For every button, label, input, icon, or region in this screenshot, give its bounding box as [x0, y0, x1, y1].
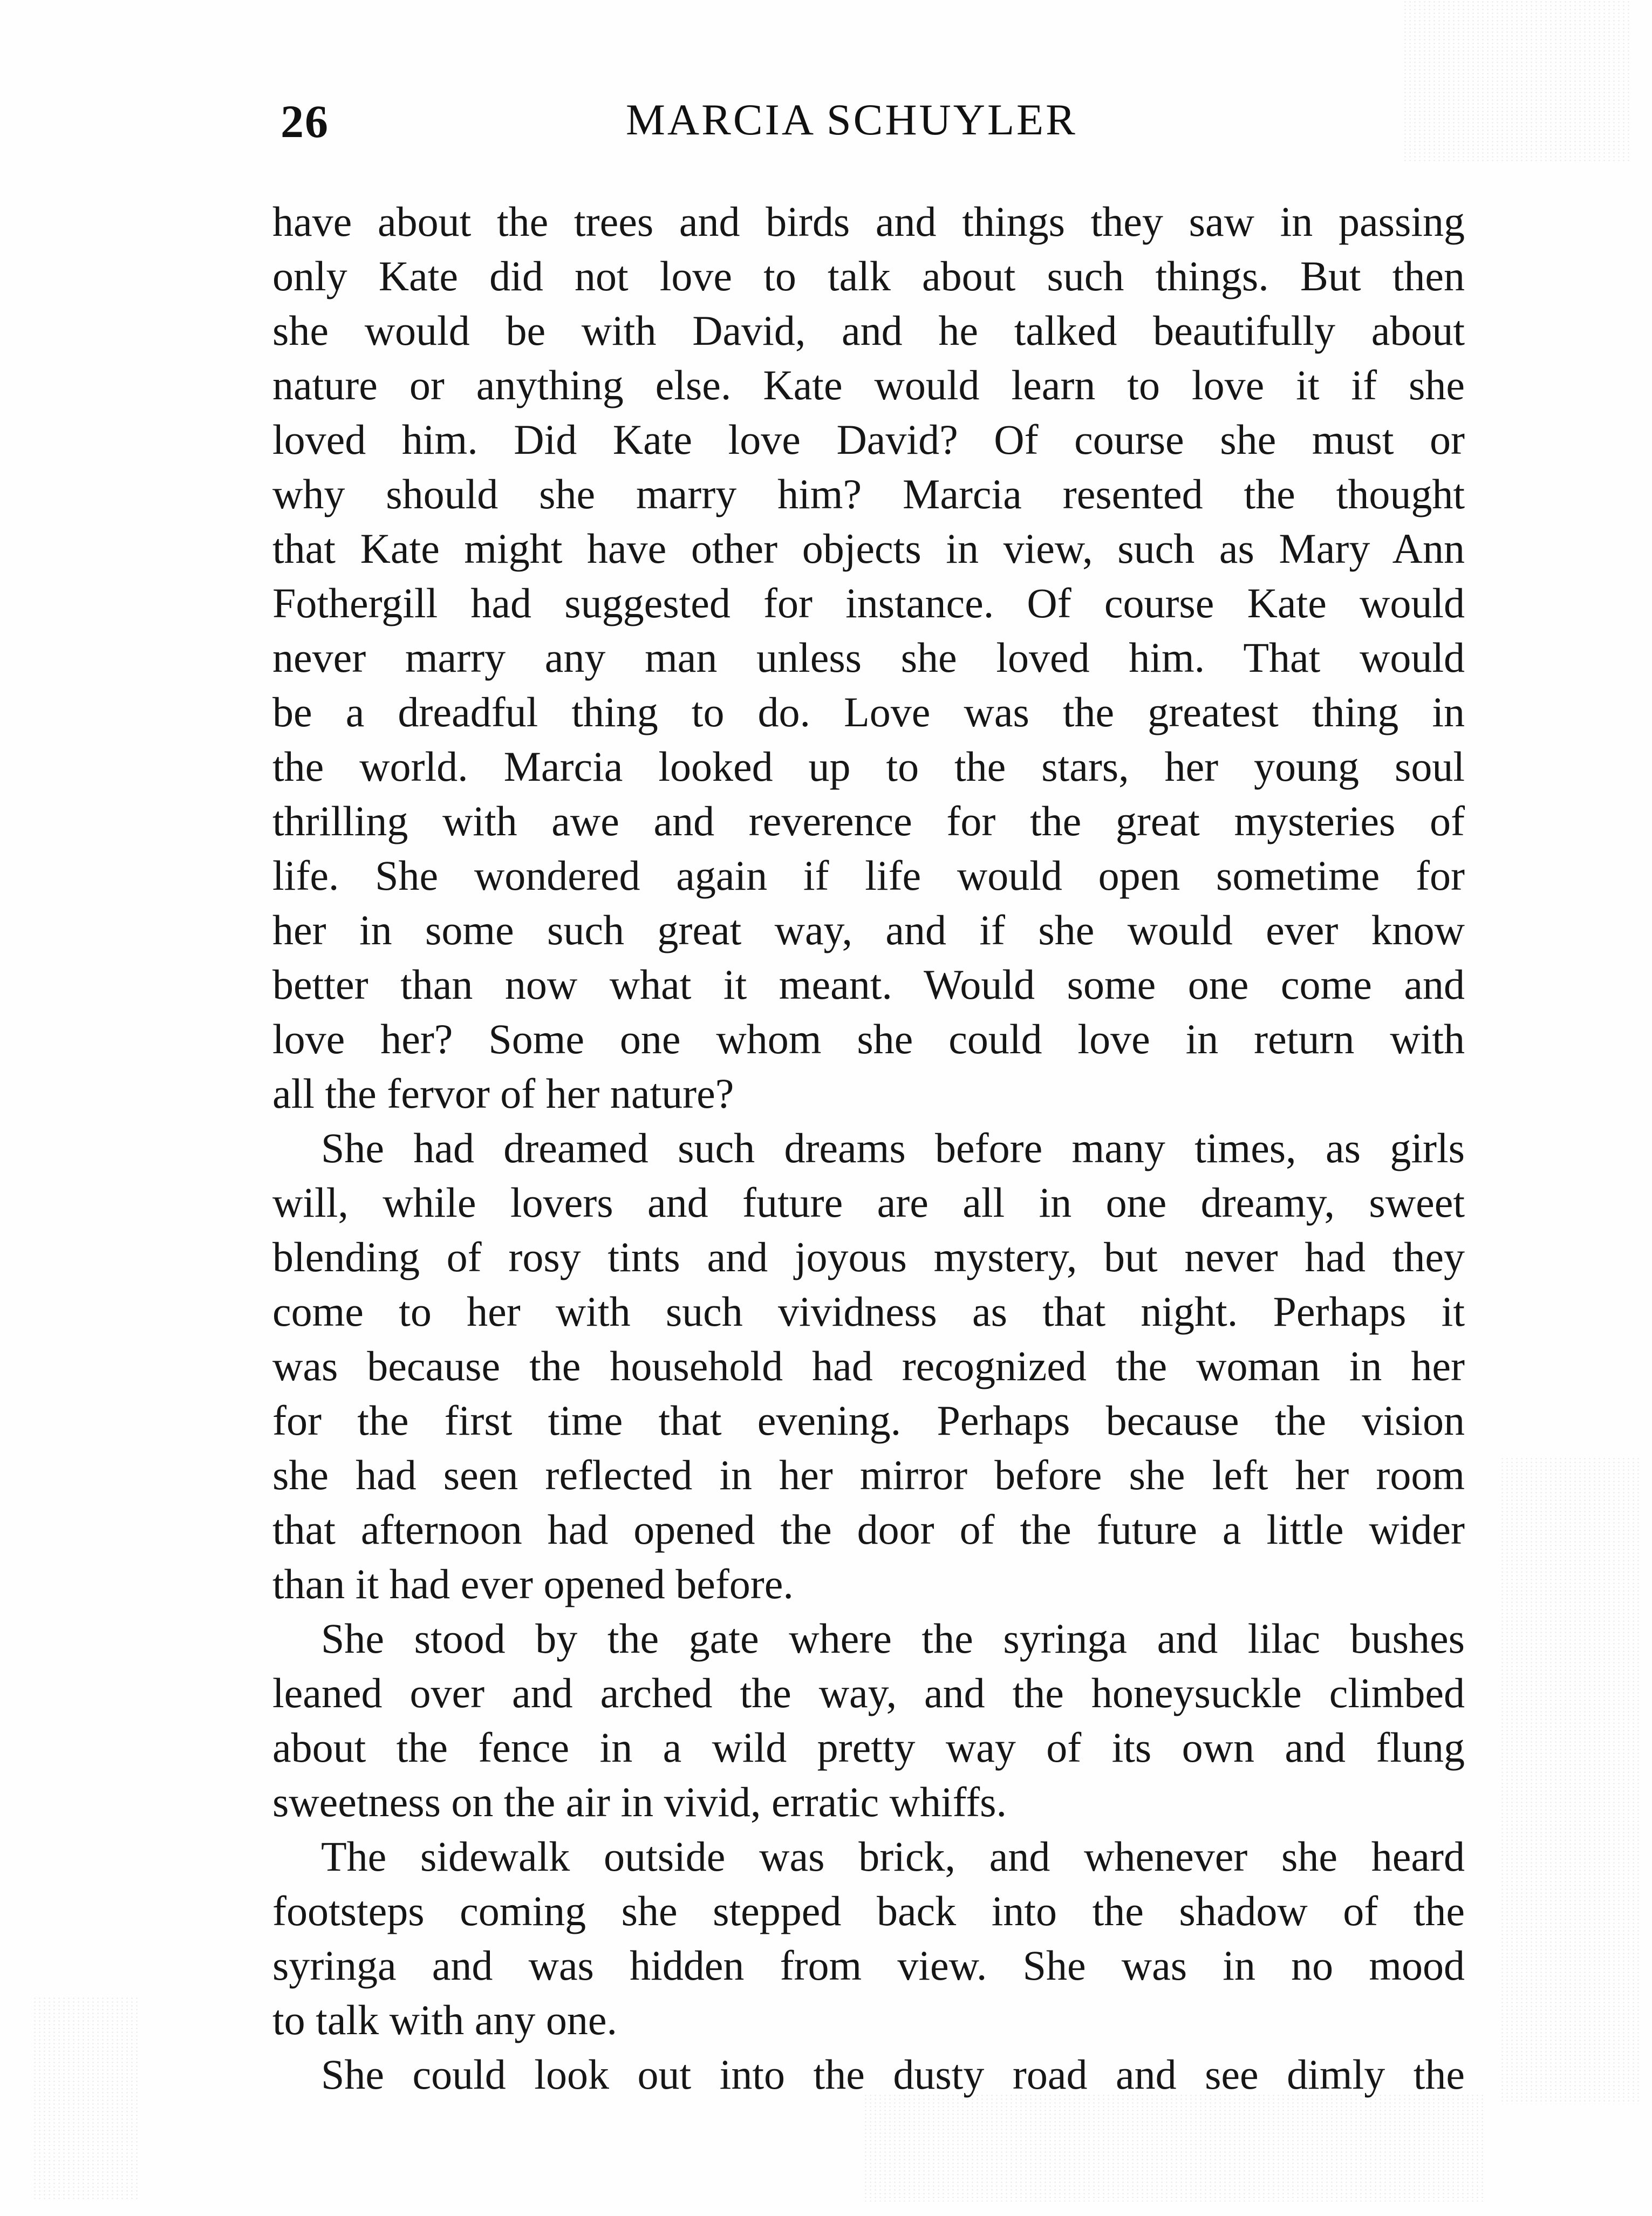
text-line: than it had ever opened before. [272, 1560, 794, 1607]
text-line: was because the household had recognized the woman in her [272, 1342, 1465, 1389]
text-line: all the fervor of her nature? [272, 1070, 734, 1117]
text-line: sweetness on the air in vivid, erratic whiffs. [272, 1778, 1007, 1825]
text-line: be a dreadful thing to do. Love was the greatest thing in [272, 688, 1465, 735]
text-line: leaned over and arched the way, and the honeysuckle climbed [272, 1669, 1465, 1716]
scan-noise-bottom-left [32, 1996, 140, 2201]
paragraph-2 [272, 1121, 1465, 1611]
text-line: footsteps coming she stepped back into the shadow of the [272, 1887, 1465, 1934]
text-line: thrilling with awe and reverence for the great mysteries of [272, 797, 1465, 844]
text-line: to talk with any one. [272, 1996, 618, 2043]
text-line: the world. Marcia looked up to the stars, her young soul [272, 743, 1465, 790]
scan-noise-right-margin [1500, 1457, 1640, 2104]
text-line: She could look out into the dusty road and see dimly the [321, 2051, 1465, 2098]
text-line: love her? Some one whom she could love in return with [272, 1015, 1465, 1062]
body-text [272, 194, 1465, 2102]
page-number: 26 [281, 96, 329, 147]
text-line: nature or anything else. Kate would learn to love it if she [272, 362, 1465, 408]
text-line: that afternoon had opened the door of the future a little wider [272, 1506, 1465, 1553]
text-line: loved him. Did Kate love David? Of course she must or [272, 416, 1465, 463]
text-line: The sidewalk outside was brick, and whenever she heard [321, 1833, 1465, 1880]
text-line: she would be with David, and he talked beautifully about [272, 307, 1465, 354]
text-line: her in some such great way, and if she would ever know [272, 906, 1465, 953]
text-line: life. She wondered again if life would open sometime for [272, 852, 1465, 899]
text-line: why should she marry him? Marcia resented the thought [272, 471, 1465, 517]
paragraph-4 [272, 1829, 1465, 2047]
text-line: Fothergill had suggested for instance. Of course Kate would [272, 579, 1465, 626]
running-title: MARCIA SCHUYLER [626, 95, 1077, 144]
text-line: She had dreamed such dreams before many times, as girls [321, 1124, 1465, 1171]
text-line: for the first time that evening. Perhaps because the vision [272, 1397, 1465, 1444]
text-line: will, while lovers and future are all in one dreamy, sweet [272, 1179, 1465, 1226]
text-line: better than now what it meant. Would some one come and [272, 961, 1465, 1008]
text-line: never marry any man unless she loved him. That would [272, 634, 1465, 681]
text-line: have about the trees and birds and things they saw in passing [272, 198, 1465, 245]
text-line: blending of rosy tints and joyous mystery, but never had they [272, 1233, 1465, 1280]
paragraph-3 [272, 1611, 1465, 1829]
page-header [281, 94, 1457, 159]
text-line: syringa and was hidden from view. She was in no mood [272, 1942, 1465, 1989]
text-line: that Kate might have other objects in view, such as Mary Ann [272, 525, 1465, 572]
text-line: She stood by the gate where the syringa and lilac bushes [321, 1615, 1465, 1662]
text-line: about the fence in a wild pretty way of its own and flung [272, 1724, 1465, 1771]
text-line: she had seen reflected in her mirror before she left her room [272, 1451, 1465, 1498]
paragraph-5 [272, 2047, 1465, 2102]
text-line: come to her with such vividness as that night. Perhaps it [272, 1288, 1465, 1335]
paragraph-1 [272, 194, 1465, 1121]
text-line: only Kate did not love to talk about such things. But then [272, 253, 1465, 299]
scan-noise-bottom [863, 2094, 1484, 2201]
